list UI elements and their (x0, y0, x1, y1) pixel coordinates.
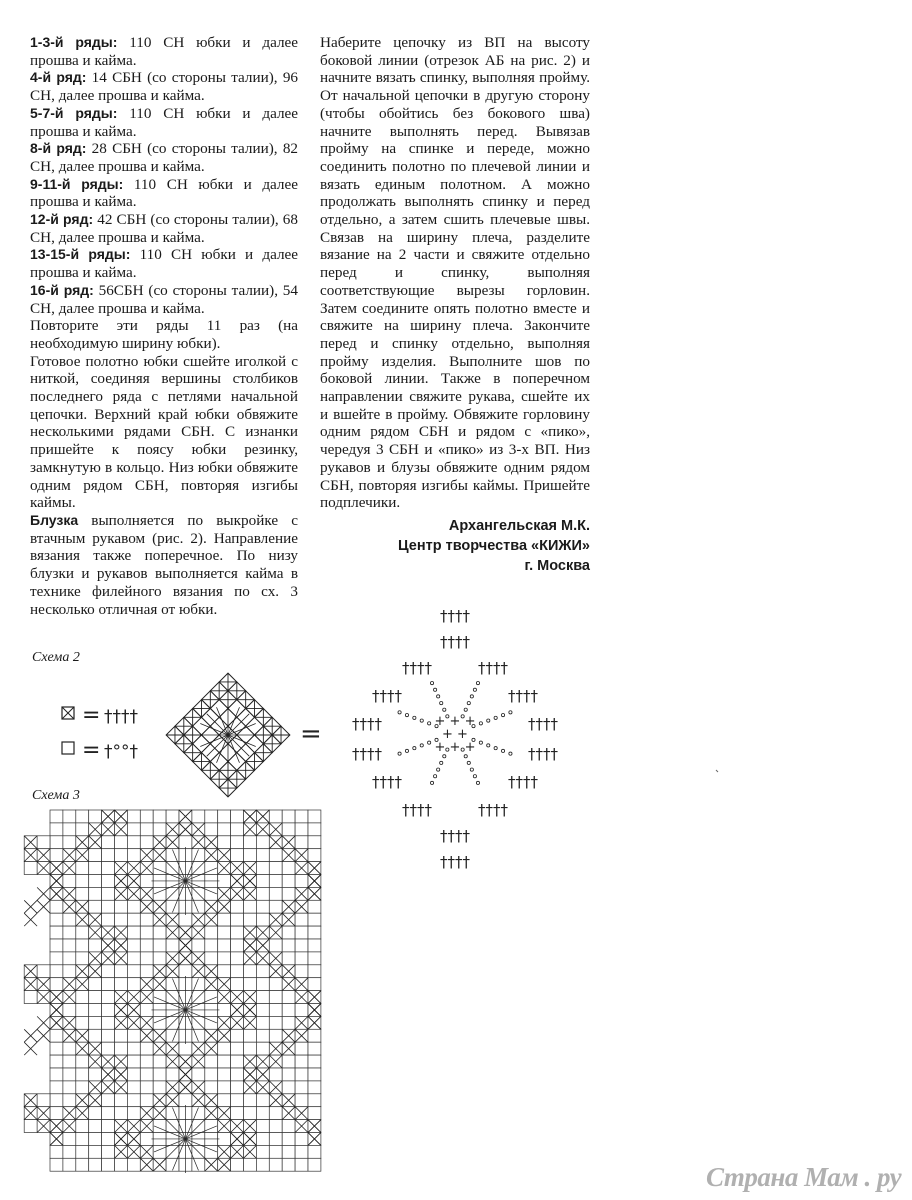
svg-text:††††: †††† (508, 773, 538, 791)
assembly-paragraph: Наберите цепочку из ВП на высоту боковой линии (отрезок АБ на рис. 2) и начните вязать спинку, выполняя пройму. От начальной цепочки в другую сторону (чтобы обойтись без бокового шва) начните выполнять перед. Вывязав пройму на спинке и переде, можно соединить полотно по плечевой линии и вязать единым полотном. А можно продолжать выполнять спинку и перед отдельно, а затем сшить плечевые швы. Связав на ширину плеча, разделите вязание на 2 части и свяжите отдельно перед и спинку, выполняя соответствующие вырезы горловин. Затем соедините опять полотно вместе и свяжите на ширину плеча. Закончите перед и спинку отдельно, выполняя пройму изделия. Выполните шов по боковой линии. Также в поперечном направлении свяжите рукава, сшейте их и вшейте в пройму. Обвяжите горловину одним рядом СБН и рядом с «пико», чередуя 3 СБН и «пико» из 3-х ВП. Низ рукавов и блузы обвяжите одним рядом СБН, повторяя изгибы каймы. Пришейте подплечики. (320, 34, 590, 512)
svg-text:+ +: + + (442, 727, 468, 742)
scheme-3-filet-grid (24, 810, 321, 1173)
svg-text:††††: †††† (440, 633, 470, 651)
svg-text:††††: †††† (440, 853, 470, 871)
svg-text:††††: †††† (440, 607, 470, 625)
row-label: 13-15-й ряды: (30, 246, 131, 263)
row-label: 16-й ряд: (30, 281, 94, 298)
svg-text:+ + +: + + + (434, 714, 476, 729)
svg-text:=: = (82, 738, 101, 763)
author-name: Архангельская М.К. (448, 517, 590, 534)
legend-empty-cell (62, 738, 139, 763)
row-text: 56СБН (со стороны талии), 54 СН, далее прошва и кайма. (30, 281, 298, 317)
svg-text:††††: †††† (402, 801, 432, 819)
svg-text:††††: †††† (478, 659, 508, 677)
scheme-3-caption: Схема 3 (32, 788, 80, 803)
row-text: 28 СБН (со стороны талии), 82 СН, далее прошва и кайма. (30, 140, 299, 175)
author-city: г. Москва (524, 557, 590, 574)
row-text: 110 СН юбки и далее прошва и кайма. (30, 34, 299, 69)
blouse-text: выполняется по выкройке с втачным рукавом (рис. 2). Направление вязания также поперечное. По низу блузки и рукавов выполняется кайма в технике филейного вязания по сх. 3 несколько отличная от юбки. (30, 511, 298, 618)
row-label: 9-11-й ряды: (30, 175, 124, 192)
row-label: 12-й ряд: (30, 211, 94, 228)
svg-text:=: = (82, 703, 101, 728)
row-text: 110 СН юбки и далее прошва и кайма. (30, 246, 299, 282)
svg-text:††††: †††† (440, 827, 470, 845)
svg-text:††††: †††† (104, 707, 138, 727)
blouse-heading: Блузка (30, 511, 79, 528)
svg-text:††††: †††† (352, 715, 382, 733)
author-organization: Центр творчества «КИЖИ» (398, 537, 590, 554)
row-text: 110 СН юбки и далее прошва и кайма. (30, 175, 298, 211)
svg-text:††††: †††† (352, 745, 382, 763)
site-watermark: Страна Мам . ру (706, 1162, 902, 1192)
svg-text:+ + +: + + + (434, 740, 476, 755)
row-label: 4-й ряд: (30, 69, 87, 86)
repeat-instruction: Повторите эти ряды 11 раз (на необходимую ширину юбки). (30, 317, 298, 352)
scan-speck (716, 770, 718, 772)
svg-text:††††: †††† (372, 773, 402, 791)
scheme-2-stitch-motif (352, 607, 559, 871)
svg-text:†°°†: †°°† (104, 742, 138, 762)
skirt-finish-paragraph: Готовое полотно юбки сшейте иголкой с ниткой, соединяя вершины столбиков последнего ряда с петлями начальной цепочки. Верхний край юбки обвяжите несколькими рядами СБН. С изнанки пришейте к поясу юбки резинку, замкнутую в кольцо. Низ юбки обвяжите одним рядом СБН, повторяя изгибы каймы. (30, 352, 298, 512)
scheme-2-caption: Схема 2 (32, 650, 80, 665)
row-label: 1-3-й ряды: (30, 34, 118, 50)
row-text: 14 СБН (со стороны талии), 96 СН, далее прошва и кайма. (30, 69, 299, 105)
row-label: 5-7-й ряды: (30, 104, 118, 121)
row-text: 42 СБН (со стороны талии), 68 СН, далее прошва и кайма. (30, 211, 298, 246)
scheme-2-motif-grid (166, 673, 290, 797)
svg-text:††††: †††† (528, 745, 558, 763)
svg-text:††††: †††† (372, 687, 402, 705)
row-text: 110 СН юбки и далее прошва и кайма. (30, 104, 299, 140)
svg-text:††††: †††† (478, 801, 508, 819)
svg-text:††††: †††† (508, 687, 538, 705)
svg-text:††††: †††† (528, 715, 558, 733)
scheme-2-equals-sign: = (300, 719, 322, 749)
row-label: 8-й ряд: (30, 140, 87, 157)
legend-filled-cell (62, 703, 139, 728)
svg-text:††††: †††† (402, 659, 432, 677)
